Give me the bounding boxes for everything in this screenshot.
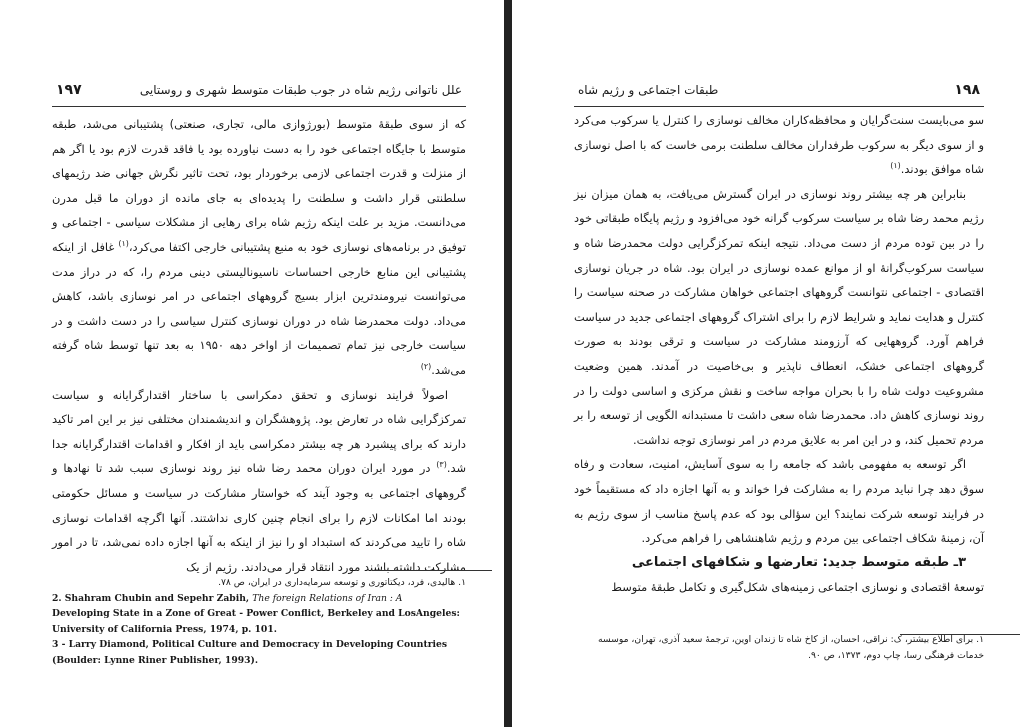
section-heading: ۳ـ طبقه متوسط جدید: تعارضها و شکافهای اجتماعی xyxy=(631,554,966,570)
right-footnotes xyxy=(574,632,984,663)
footnote-ref-1: (۱) xyxy=(118,239,129,249)
right-footnote-1: ۱. برای اطلاع بیشتر، ک: نراقی، احسان، از کاخ شاه تا زندان اوین، ترجمهٔ سعید آذری، تهران، موسسه خدمات فرهنگی رسا، چاپ دوم، ۱۳۷۳، ص ۹۰. xyxy=(598,634,984,661)
right-section-first-line: توسعهٔ اقتصادی و نوسازی اجتماعی زمینه‌های شکل‌گیری و تکامل طبقهٔ متوسط xyxy=(611,580,984,595)
footnote-ref-1: (۱) xyxy=(890,161,901,171)
left-footnote-1: ۱. هالیدی، فرد، دیکتاتوری و توسعه سرمایه‌داری در ایران، ص ۷۸. xyxy=(218,577,466,588)
left-page xyxy=(0,0,504,727)
right-running-title: طبقات اجتماعی و رژیم شاه xyxy=(578,83,719,97)
left-footnote-3: 3 - Larry Diamond, Political Culture and Democracy in Developing Countries (Boulder: Lynne Riner Publisher, 1993). xyxy=(52,639,448,666)
left-page-header xyxy=(52,80,466,107)
book-gutter xyxy=(504,0,512,727)
right-paragraph-2: بنابراین هر چه بیشتر روند نوسازی در ایران گسترش می‌یافت، به همان میزان نیز رژیم محمد رضا شاه بر سیاست سرکوب گرانه خود می‌افزود و رژیم پایگاه طبقاتی خود را در بین توده مردم از دست می‌داد. نتیجه اینکه تمرکزگرایی دولت محمدرضا شاه و سیاست سرکوب‌گرانهٔ او از موانع عمده نوسازی در ایران بود. شاه در جریان نوسازی اقتصادی - اجتماعی نتوانست گروههای اجتماعی خواهان مشارکت در صحنه سیاست را کنترل و هدایت نماید و شرایط لازم را برای اشتراک گروههای اجتماعی جدید در سیاست فراهم آورد. گروههایی که آرزومند مشارکت در سیاست و ترقی بودند به صورت گروههای اجتماعی خشک، انعطاف ناپذیر و بی‌خاصیت در آمدند. همین وضعیت مشروعیت دولت شاه را با بحران مواجه ساخت و نقش مرکزی و اساسی دولت را در روند نوسازی کاهش داد. محمدرضا شاه سعی داشت تا مستبدانه الگویی از توسعه را بر مردم تحمیل کند، و در این امر به علایق مردم در امر نوسازی توجه نداشت. xyxy=(574,186,984,447)
left-footnotes xyxy=(52,575,466,668)
right-page-header xyxy=(574,80,984,107)
footnote-ref-3: (۳) xyxy=(436,460,447,470)
left-paragraph-2: اصولاً فرایند نوسازی و تحقق دمکراسی با ساختار اقتدارگرایانه و سیاست تمرکزگرایی شاه در تعارض بود. پژوهشگران و اندیشمندان مختلفی نیز بر این امر تاکید دارند که برای پیشبرد هر چه بیشتر دمکراسی باید از افکار و اقدامات اقتدارگرایانه جدا شد.$^{(۳)}$ در مورد ایران دوران محمد رضا شاه نیز روند نوسازی سبب شد تا نهادها و گروههای اجتماعی به وجود آیند که خواستار مشارکت در سیاست و مسائل حکومتی بودند اما امکانات لازم را برای انجام چنین کاری نداشتند. آنها اگرچه اقدامات نوسازی شاه را تایید می‌کردند که استبداد او را نیز از اینکه به آنها اجازه داده نمی‌شد، تا در امور مشارکت داشته باشند مورد انتقاد قرار می‌دادند. رژیم از یک xyxy=(52,387,466,574)
left-running-title: علل ناتوانی رژیم شاه در جوب طبقات متوسط شهری و روستایی xyxy=(139,83,462,97)
left-footnote-2: 2. Shahram Chubin and Sepehr Zabih, The foreign Relations of Iran : A Developing State in a Zone of Great - Power Conflict, Berkeley and LosAngeles: University of California Press, 1974, p. 101. xyxy=(52,592,460,635)
left-paragraph-1: که از سوی طبقهٔ متوسط (بورژوازی مالی، تجاری، صنعتی) پشتیبانی می‌شد، طبقه متوسط با جایگاه اجتماعی خود را به دست نیاورده بود یا فاقد قدرت لازم بود یا اگر هم از منزلت و قدرت اجتماعی لازمی برخوردار بود، تحت تاثیر نگرش جهانی ضد رژیمهای سلطنتی قرار داشت و سلطنت را پدیده‌ای به جای مانده از دوران ما قبل مدرن می‌دانست. مزید بر علت اینکه رژیم شاه برای رهایی از مشکلات سیاسی - اجتماعی و توفیق در برنامه‌های نوسازی خود به منبع پشتیبانی خارجی اکتفا می‌کرد،$^{(۱)}$ غافل از اینکه پشتیبانی این منابع خارجی احساسات ناسیونالیستی دینی مردم را، که در دراز مدت می‌توانست نیرومندترین ابزار بسیج گروههای اجتماعی در امر نوسازی باشد، کاهش می‌داد. دولت محمدرضا شاه در دوران نوسازی کنترل سیاسی را در دست داشت و در سیاست خارجی نیز تمام تصمیمات از اواخر دهه ۱۹۵۰ به بعد تنها توسط شاه گرفته می‌شد.$^{(۲)}$ xyxy=(52,117,466,377)
left-page-number: ۱۹۷ xyxy=(56,82,82,98)
left-footnote-rule xyxy=(372,570,492,571)
right-body-text xyxy=(574,108,984,600)
right-page-number: ۱۹۸ xyxy=(954,82,980,98)
left-body-text xyxy=(52,112,466,579)
right-page xyxy=(512,0,1020,727)
right-paragraph-3: اگر توسعه به مفهومی باشد که جامعه را به سوی آسایش، امنیت، سعادت و رفاه سوق دهد چرا نباید مردم را به مشارکت فرا خواند و به آنها اجازه داد که مستقیماً خود در فرایند توسعه شرکت نمایند؟ این سؤالی بود که عدم پاسخ مناسب از سوی رژیم به آن، زمینهٔ شکاف اجتماعی بین مردم و رژیم شاهنشاهی را فراهم می‌کرد. xyxy=(574,457,984,546)
right-paragraph-1: سو می‌بایست سنت‌گرایان و محافظه‌کاران مخالف نوسازی را کنترل یا سرکوب می‌کرد و از سوی دیگر به سرکوب طرفداران مخالف سلطنت برمی خاست که با اصل نوسازی شاه موافق بودند.$^{(۱)}$ xyxy=(574,113,984,177)
footnote-ref-2: (۲) xyxy=(420,362,432,372)
